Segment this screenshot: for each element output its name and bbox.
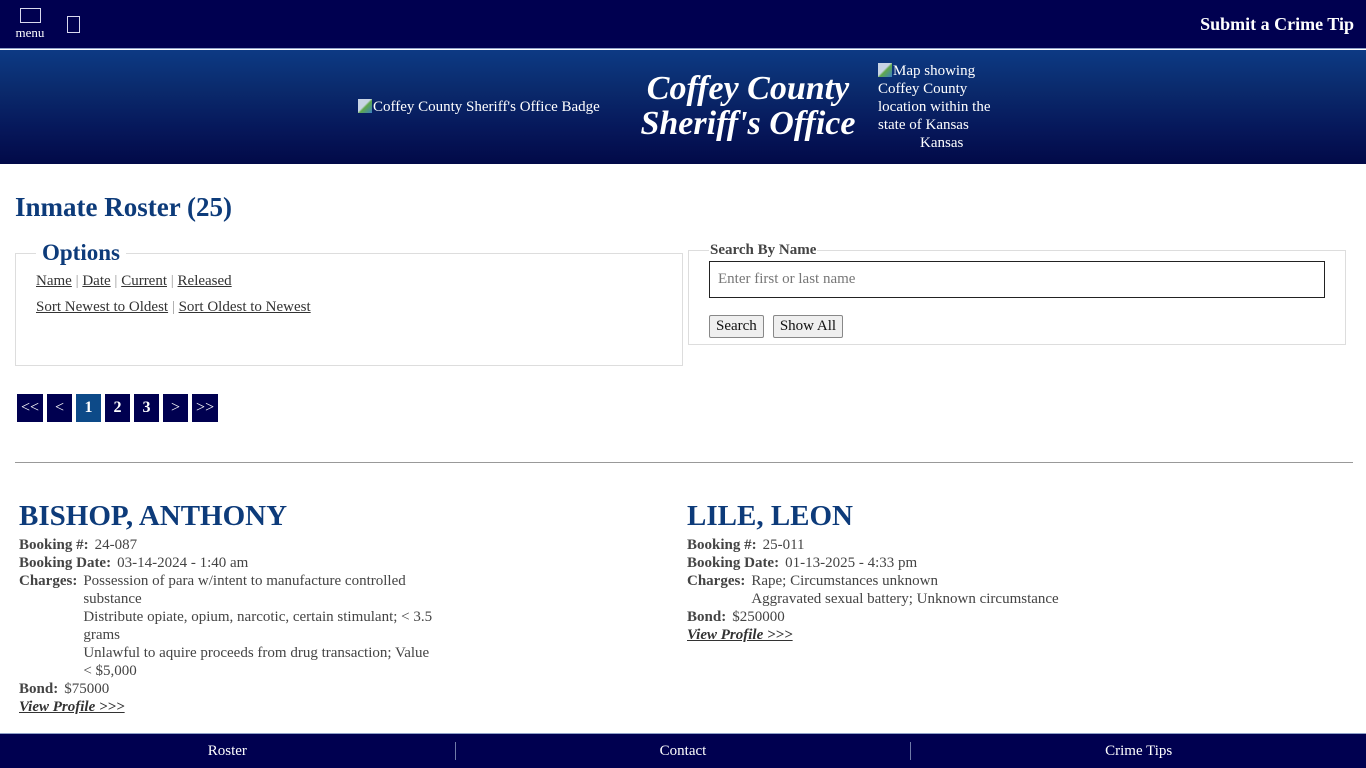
menu-label: menu	[15, 25, 45, 40]
charges-label: Charges:	[687, 573, 746, 589]
filter-released-link[interactable]: Released	[177, 273, 232, 289]
inmate-name: LILE, LEON	[687, 500, 853, 532]
broken-image-icon	[358, 99, 372, 113]
footer-roster-link[interactable]: Roster	[207, 743, 247, 759]
bond-value: $250000	[732, 609, 785, 625]
header-banner	[0, 50, 1366, 164]
booking-number-row	[687, 536, 1207, 554]
separator: |	[171, 299, 175, 315]
filter-name-link[interactable]: Name	[36, 273, 72, 289]
menu-button[interactable]	[10, 7, 50, 43]
filter-date-link[interactable]: Date	[82, 273, 111, 289]
charge-item: Distribute opiate, opium, narcotic, certain stimulant; < 3.5 grams	[83, 609, 433, 643]
top-bar	[0, 0, 1366, 49]
divider	[15, 462, 1353, 463]
charges-label: Charges:	[19, 573, 78, 589]
name-search-input[interactable]	[709, 261, 1325, 298]
sort-oldest-link[interactable]: Sort Oldest to Newest	[178, 299, 311, 315]
search-panel	[688, 242, 1346, 345]
options-legend: Options	[42, 240, 120, 265]
last-page-button[interactable]: >>	[192, 394, 218, 422]
search-toggle-icon[interactable]	[67, 16, 80, 33]
site-title-line1: Coffey County	[646, 70, 850, 107]
charge-item: Possession of para w/intent to manufacture controlled substance	[83, 573, 406, 607]
next-page-button[interactable]: >	[163, 394, 188, 422]
booking-number-value: 25-011	[762, 537, 805, 553]
charge-item: Rape; Circumstances unknown	[751, 573, 938, 589]
submit-crime-tip-link[interactable]: Submit a Crime Tip	[1200, 14, 1354, 34]
bond-row	[687, 608, 1207, 626]
prev-page-button[interactable]: <	[47, 394, 72, 422]
sheriff-badge-image	[358, 99, 600, 116]
view-profile-link[interactable]: View Profile >>>	[687, 627, 793, 643]
search-legend: Search By Name	[710, 242, 817, 258]
bond-row	[19, 680, 479, 698]
bond-label: Bond:	[19, 681, 59, 697]
separator: |	[170, 273, 174, 289]
charges-row	[19, 572, 479, 680]
footer-nav	[0, 733, 1366, 768]
charges-row	[687, 572, 1207, 608]
site-title[interactable]	[632, 71, 864, 141]
bond-label: Bond:	[687, 609, 727, 625]
charges-list	[83, 572, 438, 680]
inmate-card	[687, 498, 1207, 644]
separator: |	[114, 273, 118, 289]
pagination	[17, 394, 218, 422]
page-3-button[interactable]: 3	[134, 394, 159, 422]
view-profile-link[interactable]: View Profile >>>	[19, 699, 125, 715]
page-1-button[interactable]: 1	[76, 394, 101, 422]
sort-newest-link[interactable]: Sort Newest to Oldest	[36, 299, 169, 315]
footer-contact-link[interactable]: Contact	[659, 743, 707, 759]
booking-number-label: Booking #:	[19, 537, 89, 553]
options-panel	[15, 240, 683, 366]
show-all-button[interactable]: Show All	[773, 315, 843, 338]
search-buttons	[709, 315, 1325, 338]
booking-date-label: Booking Date:	[19, 555, 112, 571]
broken-image-icon	[878, 63, 892, 77]
kansas-map-image	[878, 62, 1008, 152]
booking-date-label: Booking Date:	[687, 555, 780, 571]
booking-number-value: 24-087	[94, 537, 138, 553]
booking-date-row	[687, 554, 1207, 572]
booking-date-value: 03-14-2024 - 1:40 am	[117, 555, 249, 571]
map-alt-text: Map showing Coffey County location within the state of Kansas	[878, 63, 991, 133]
charges-list	[751, 572, 1207, 608]
filter-links	[36, 268, 662, 294]
charge-item: Aggravated sexual battery; Unknown circumstance	[751, 591, 1059, 607]
footer-crime-tips-link[interactable]: Crime Tips	[1105, 743, 1173, 759]
search-button[interactable]: Search	[709, 315, 764, 338]
bond-value: $75000	[64, 681, 110, 697]
menu-icon	[20, 8, 41, 23]
inmate-card	[19, 498, 479, 716]
booking-date-value: 01-13-2025 - 4:33 pm	[785, 555, 918, 571]
charge-item: Unlawful to aquire proceeds from drug transaction; Value < $5,000	[83, 645, 430, 679]
booking-number-label: Booking #:	[687, 537, 757, 553]
separator: |	[75, 273, 79, 289]
inmate-name: BISHOP, ANTHONY	[19, 500, 288, 532]
site-title-line2: Sheriff's Office	[640, 105, 856, 142]
filter-current-link[interactable]: Current	[121, 273, 168, 289]
page-title: Inmate Roster (25)	[15, 192, 232, 222]
sort-links	[36, 294, 662, 320]
badge-alt-text: Coffey County Sheriff's Office Badge	[373, 99, 600, 115]
map-caption: Kansas	[920, 135, 964, 151]
booking-number-row	[19, 536, 479, 554]
page-2-button[interactable]: 2	[105, 394, 130, 422]
booking-date-row	[19, 554, 479, 572]
first-page-button[interactable]: <<	[17, 394, 43, 422]
